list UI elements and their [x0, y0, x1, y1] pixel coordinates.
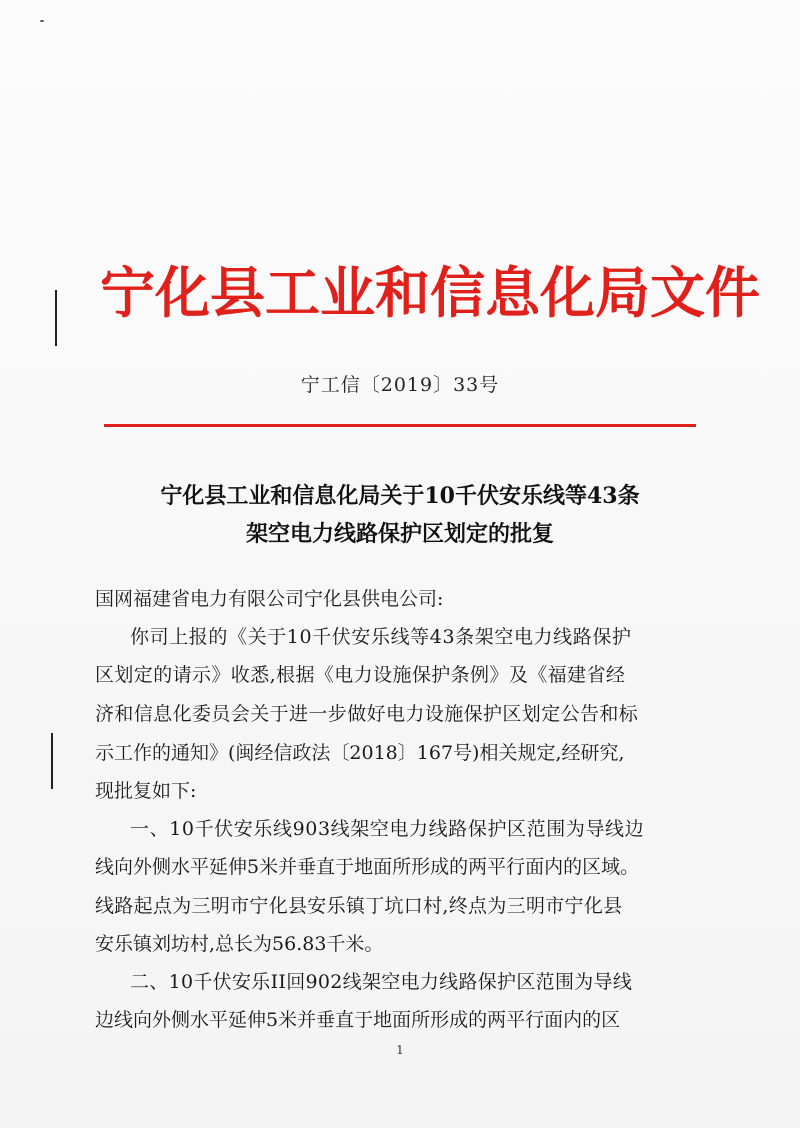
body-line: 你司上报的《关于10千伏安乐线等43条架空电力线路保护 [130, 626, 632, 648]
binding-mark-bottom [51, 733, 53, 789]
binding-mark-top [55, 290, 57, 346]
body-line: 济和信息化委员会关于进一步做好电力设施保护区划定公告和标 [95, 703, 639, 725]
subject-title-line-2: 架空电力线路保护区划定的批复 [245, 521, 554, 547]
subject-title-line-1: 宁化县工业和信息化局关于10千伏安乐线等43条 [160, 483, 640, 509]
page-number: 1 [396, 1043, 404, 1057]
body-line: 线向外侧水平延伸5米并垂直于地面所形成的两平行面内的区域。 [95, 856, 640, 878]
body-line: 区划定的请示》收悉,根据《电力设施保护条例》及《福建省经 [95, 664, 626, 686]
red-separator-line [104, 424, 696, 427]
body-line: 一、10千伏安乐线903线架空电力线路保护区范围为导线边 [130, 818, 645, 840]
body-line: 现批复如下: [95, 780, 197, 802]
document-number: 宁工信〔2019〕33号 [300, 374, 500, 396]
scan-speck [40, 20, 44, 22]
addressee: 国网福建省电力有限公司宁化县供电公司: [95, 588, 444, 610]
body-line: 线路起点为三明市宁化县安乐镇丁坑口村,终点为三明市宁化县 [95, 895, 623, 917]
body-line: 边线向外侧水平延伸5米并垂直于地面所形成的两平行面内的区 [95, 1009, 621, 1031]
body-line: 二、10千伏安乐II回902线架空电力线路保护区范围为导线 [130, 971, 633, 993]
body-line: 示工作的通知》(闽经信政法〔2018〕167号)相关规定,经研究, [95, 742, 625, 764]
body-line: 安乐镇刘坊村,总长为56.83千米。 [95, 933, 384, 955]
issuer-header-title: 宁化县工业和信息化局文件 [100, 261, 761, 325]
